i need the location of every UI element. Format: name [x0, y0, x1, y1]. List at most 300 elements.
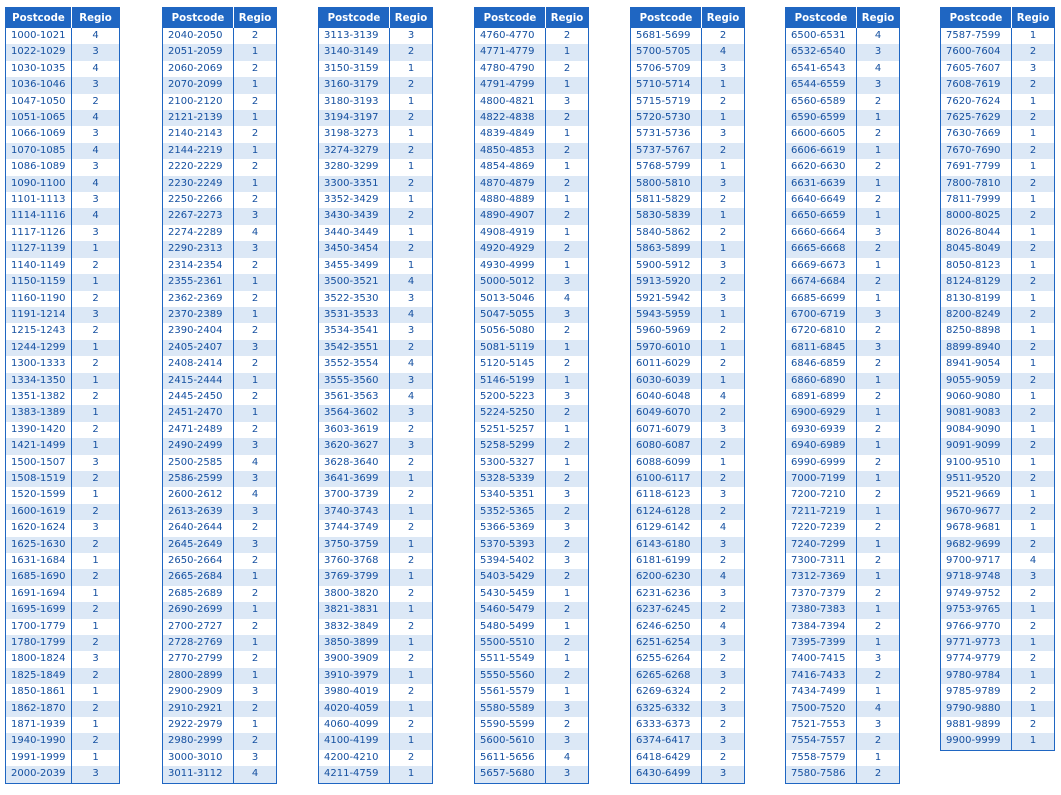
postcode-range-cell: 6532-6540 [786, 44, 857, 60]
table-row [475, 684, 589, 700]
table-row [319, 340, 433, 356]
postcode-range-cell: 1631-1684 [6, 553, 72, 569]
table-row [6, 537, 120, 553]
regio-cell: 3 [719, 423, 727, 435]
table-row [6, 487, 120, 503]
table-row [319, 307, 433, 323]
postcode-range-cell: 1160-1190 [6, 291, 72, 307]
postcode-range-cell: 4870-4879 [475, 176, 546, 192]
postcode-table-7 [940, 7, 1055, 751]
regio-cell: 3 [546, 701, 589, 717]
table-row [941, 405, 1055, 421]
regio-cell: 2 [72, 569, 120, 585]
table-row [941, 602, 1055, 618]
table-row [631, 487, 745, 503]
table-row [475, 28, 589, 44]
postcode-range-cell: 6040-6048 [631, 389, 702, 405]
regio-cell: 3 [857, 77, 900, 93]
table-row [6, 651, 120, 667]
regio-cell: 2 [546, 537, 589, 553]
regio-cell: 1 [390, 701, 433, 717]
regio-cell: 3 [719, 292, 727, 304]
regio-cell: 2 [546, 471, 589, 487]
table-row [475, 586, 589, 602]
postcode-range-cell: 1244-1299 [6, 340, 72, 356]
table-row [319, 553, 433, 569]
postcode-range-cell: 7300-7311 [786, 553, 857, 569]
postcode-range-cell: 1620-1624 [6, 520, 72, 536]
regio-cell: 2 [72, 504, 120, 520]
table-row [941, 504, 1055, 520]
table-row [163, 471, 277, 487]
regio-cell: 1 [390, 635, 433, 651]
table-row [786, 701, 900, 717]
regio-cell: 1 [874, 292, 882, 304]
regio-cell: 2 [563, 719, 571, 731]
table-row [319, 176, 433, 192]
postcode-range-cell: 3140-3149 [319, 44, 390, 60]
postcode-range-cell: 4800-4821 [475, 94, 546, 110]
regio-cell: 2 [874, 128, 882, 140]
postcode-range-cell: 9700-9717 [941, 553, 1012, 569]
postcode-range-cell: 6620-6630 [786, 159, 857, 175]
table-row [786, 126, 900, 142]
postcode-range-cell: 5430-5459 [475, 586, 546, 602]
regio-cell: 2 [72, 733, 120, 749]
table-row [163, 389, 277, 405]
postcode-range-cell: 4060-4099 [319, 717, 390, 733]
postcode-range-cell: 5561-5579 [475, 684, 546, 700]
postcode-range-cell: 6231-6236 [631, 586, 702, 602]
postcode-header: Postcode [475, 8, 546, 29]
regio-cell: 2 [546, 110, 589, 126]
postcode-range-cell: 8000-8025 [941, 208, 1012, 224]
regio-cell: 2 [719, 325, 727, 337]
regio-cell: 2 [1029, 686, 1037, 698]
regio-cell: 2 [857, 668, 900, 684]
table-row [631, 455, 745, 471]
regio-cell: 4 [72, 143, 120, 159]
postcode-range-cell: 7380-7383 [786, 602, 857, 618]
table-row [941, 274, 1055, 290]
postcode-range-cell: 7605-7607 [941, 61, 1012, 77]
table-row [941, 635, 1055, 651]
regio-cell: 2 [407, 653, 415, 665]
postcode-range-cell: 4780-4790 [475, 61, 546, 77]
table-row [475, 520, 589, 536]
regio-cell: 1 [563, 128, 571, 140]
regio-cell: 4 [702, 44, 745, 60]
postcode-range-cell: 6430-6499 [631, 766, 702, 783]
postcode-range-cell: 6143-6180 [631, 537, 702, 553]
table-row [475, 701, 589, 717]
table-row [6, 356, 120, 372]
regio-cell: 1 [1012, 701, 1055, 717]
regio-cell: 3 [251, 751, 259, 763]
table-row [319, 94, 433, 110]
regio-cell: 4 [72, 110, 120, 126]
table-row [6, 274, 120, 290]
postcode-range-cell: 5681-5699 [631, 28, 702, 44]
regio-cell: 1 [857, 373, 900, 389]
regio-cell: 1 [234, 373, 277, 389]
regio-cell: 1 [1029, 456, 1037, 468]
regio-cell: 2 [702, 602, 745, 618]
regio-cell: 2 [92, 390, 99, 402]
table-row [319, 356, 433, 372]
postcode-table-5 [630, 7, 745, 784]
regio-cell: 1 [407, 259, 415, 271]
regio-cell: 1 [702, 307, 745, 323]
table-row [475, 668, 589, 684]
regio-cell: 2 [1012, 471, 1055, 487]
regio-cell: 2 [874, 489, 882, 501]
regio-cell: 2 [1029, 620, 1037, 632]
postcode-range-cell: 3769-3799 [319, 569, 390, 585]
table-row [319, 61, 433, 77]
regio-cell: 2 [407, 686, 415, 698]
postcode-range-cell: 8899-8940 [941, 340, 1012, 356]
regio-cell: 2 [251, 161, 259, 173]
postcode-range-cell: 1191-1214 [6, 307, 72, 323]
table-row [631, 373, 745, 389]
regio-cell: 1 [563, 686, 571, 698]
regio-cell: 1 [92, 719, 99, 731]
regio-cell: 3 [407, 30, 415, 41]
postcode-range-cell: 2390-2404 [163, 323, 234, 339]
table-row [163, 684, 277, 700]
table-row [631, 405, 745, 421]
table-row [475, 717, 589, 733]
regio-cell: 1 [1029, 489, 1037, 501]
table-row [163, 61, 277, 77]
regio-header: Regio [546, 8, 589, 29]
regio-cell: 2 [1029, 653, 1037, 665]
regio-cell: 2 [563, 358, 571, 370]
regio-cell: 1 [390, 471, 433, 487]
regio-cell: 4 [874, 62, 882, 74]
postcode-range-cell: 7434-7499 [786, 684, 857, 700]
regio-cell: 2 [251, 62, 259, 74]
table-row [631, 340, 745, 356]
postcode-range-cell: 3440-3449 [319, 225, 390, 241]
postcode-range-cell: 1390-1420 [6, 422, 72, 438]
regio-cell: 3 [874, 719, 882, 731]
regio-cell: 2 [251, 423, 259, 435]
table-row [941, 340, 1055, 356]
regio-cell: 2 [546, 208, 589, 224]
postcode-range-cell: 2060-2069 [163, 61, 234, 77]
postcode-range-cell: 1421-1499 [6, 438, 72, 454]
postcode-range-cell: 7554-7557 [786, 733, 857, 749]
header-row [319, 8, 433, 29]
table-row [319, 28, 433, 44]
regio-cell: 1 [390, 602, 433, 618]
table-row [631, 258, 745, 274]
regio-cell: 1 [702, 110, 745, 126]
regio-cell: 3 [702, 766, 745, 783]
postcode-range-cell: 3180-3193 [319, 94, 390, 110]
regio-cell: 2 [857, 766, 900, 783]
regio-cell: 2 [390, 143, 433, 159]
regio-cell: 3 [92, 128, 99, 140]
postcode-range-cell: 6891-6899 [786, 389, 857, 405]
table-row [319, 520, 433, 536]
table-row [475, 438, 589, 454]
regio-cell: 2 [1012, 176, 1055, 192]
regio-cell: 3 [92, 161, 99, 173]
postcode-range-cell: 3740-3743 [319, 504, 390, 520]
regio-cell: 1 [1029, 259, 1037, 271]
table-row [319, 684, 433, 700]
regio-cell: 2 [719, 358, 727, 370]
table-row [319, 619, 433, 635]
table-row [941, 176, 1055, 192]
postcode-range-cell: 5000-5012 [475, 274, 546, 290]
regio-cell: 1 [1029, 161, 1037, 173]
postcode-range-cell: 7608-7619 [941, 77, 1012, 93]
table-row [941, 94, 1055, 110]
regio-cell: 2 [874, 620, 882, 632]
regio-cell: 3 [546, 274, 589, 290]
table-row [941, 323, 1055, 339]
table-row [319, 668, 433, 684]
regio-cell: 1 [546, 373, 589, 389]
table-row [475, 274, 589, 290]
regio-cell: 3 [234, 340, 277, 356]
regio-cell: 2 [546, 668, 589, 684]
regio-cell: 3 [857, 307, 900, 323]
postcode-range-cell: 6720-6810 [786, 323, 857, 339]
postcode-range-cell: 2267-2273 [163, 208, 234, 224]
postcode-range-cell: 2355-2361 [163, 274, 234, 290]
postcode-header: Postcode [786, 8, 857, 29]
table-row [786, 176, 900, 192]
table-row [475, 766, 589, 783]
table-row [475, 241, 589, 257]
table-row [786, 389, 900, 405]
regio-cell: 2 [251, 325, 259, 337]
postcode-range-cell: 2250-2266 [163, 192, 234, 208]
regio-cell: 3 [702, 635, 745, 651]
table-row [941, 537, 1055, 553]
table-row [475, 635, 589, 651]
regio-cell: 2 [874, 358, 882, 370]
table-row [786, 504, 900, 520]
table-row [631, 159, 745, 175]
postcode-range-cell: 1300-1333 [6, 356, 72, 372]
table-row [786, 766, 900, 783]
regio-header: Regio [72, 8, 120, 29]
table-row [6, 340, 120, 356]
postcode-range-cell: 6940-6989 [786, 438, 857, 454]
postcode-range-cell: 6640-6649 [786, 192, 857, 208]
table-row [6, 61, 120, 77]
regio-cell: 2 [546, 405, 589, 421]
table-row [6, 684, 120, 700]
postcode-range-cell: 6418-6429 [631, 750, 702, 766]
table-row [941, 44, 1055, 60]
table-row [786, 586, 900, 602]
postcode-range-cell: 3800-3820 [319, 586, 390, 602]
regio-cell: 3 [72, 77, 120, 93]
regio-cell: 1 [563, 161, 571, 173]
table-row [941, 651, 1055, 667]
regio-cell: 1 [92, 620, 99, 632]
table-row [475, 110, 589, 126]
regio-cell: 1 [72, 241, 120, 257]
table-row [6, 455, 120, 471]
postcode-range-cell: 8200-8249 [941, 307, 1012, 323]
postcode-range-cell: 5720-5730 [631, 110, 702, 126]
postcode-range-cell: 6500-6531 [786, 28, 857, 44]
table-row [631, 77, 745, 93]
postcode-range-cell: 5830-5839 [631, 208, 702, 224]
postcode-range-cell: 1940-1990 [6, 733, 72, 749]
postcode-range-cell: 9753-9765 [941, 602, 1012, 618]
regio-cell: 3 [702, 733, 745, 749]
postcode-range-cell: 8130-8199 [941, 291, 1012, 307]
table-row [631, 438, 745, 454]
table-row [631, 504, 745, 520]
postcode-range-cell: 5511-5549 [475, 651, 546, 667]
regio-cell: 1 [234, 274, 277, 290]
regio-cell: 2 [874, 456, 882, 468]
regio-cell: 1 [92, 686, 99, 698]
regio-cell: 1 [857, 471, 900, 487]
table-row [941, 487, 1055, 503]
table-row [631, 537, 745, 553]
regio-cell: 4 [563, 751, 571, 763]
regio-cell: 1 [1012, 635, 1055, 651]
regio-cell: 4 [407, 390, 415, 402]
postcode-range-cell: 9100-9510 [941, 455, 1012, 471]
postcode-range-cell: 2640-2644 [163, 520, 234, 536]
regio-cell: 4 [390, 274, 433, 290]
regio-cell: 1 [234, 143, 277, 159]
regio-cell: 3 [234, 438, 277, 454]
postcode-range-cell: 7600-7604 [941, 44, 1012, 60]
postcode-range-cell: 6071-6079 [631, 422, 702, 438]
table-row [6, 389, 120, 405]
postcode-range-cell: 4100-4199 [319, 733, 390, 749]
table-row [941, 143, 1055, 159]
table-row [631, 619, 745, 635]
table-row [6, 701, 120, 717]
regio-cell: 4 [857, 701, 900, 717]
table-row [319, 487, 433, 503]
table-row [941, 356, 1055, 372]
regio-cell: 1 [857, 504, 900, 520]
table-row [163, 44, 277, 60]
table-row [163, 438, 277, 454]
regio-cell: 1 [390, 537, 433, 553]
postcode-range-cell: 3750-3759 [319, 537, 390, 553]
regio-cell: 2 [251, 390, 259, 402]
postcode-range-cell: 2230-2249 [163, 176, 234, 192]
postcode-range-cell: 1691-1694 [6, 586, 72, 602]
postcode-range-cell: 7000-7199 [786, 471, 857, 487]
regio-cell: 3 [234, 504, 277, 520]
table-row [786, 684, 900, 700]
postcode-range-cell: 7620-7624 [941, 94, 1012, 110]
table-row [475, 143, 589, 159]
regio-cell: 2 [874, 423, 882, 435]
table-row [631, 684, 745, 700]
regio-cell: 2 [1029, 719, 1037, 731]
table-row [6, 717, 120, 733]
table-row [631, 225, 745, 241]
postcode-range-cell: 3980-4019 [319, 684, 390, 700]
postcode-range-cell: 5403-5429 [475, 569, 546, 585]
regio-cell: 2 [563, 325, 571, 337]
table-row [631, 701, 745, 717]
regio-cell: 3 [72, 766, 120, 783]
postcode-range-cell: 1000-1021 [6, 28, 72, 44]
table-row [786, 143, 900, 159]
table-row [631, 208, 745, 224]
table-row [475, 487, 589, 503]
postcode-range-cell: 2980-2999 [163, 733, 234, 749]
table-row [319, 389, 433, 405]
regio-cell: 1 [72, 373, 120, 389]
table-row [786, 455, 900, 471]
regio-cell: 1 [546, 340, 589, 356]
postcode-range-cell: 1114-1116 [6, 208, 72, 224]
table-row [941, 586, 1055, 602]
table-row [163, 733, 277, 749]
postcode-range-cell: 2922-2979 [163, 717, 234, 733]
regio-cell: 3 [857, 44, 900, 60]
postcode-range-cell: 6049-6070 [631, 405, 702, 421]
regio-cell: 2 [390, 176, 433, 192]
regio-cell: 2 [874, 390, 882, 402]
postcode-range-cell: 1695-1699 [6, 602, 72, 618]
regio-cell: 1 [1029, 292, 1037, 304]
regio-cell: 1 [563, 194, 571, 206]
table-row [786, 77, 900, 93]
postcode-range-cell: 5900-5912 [631, 258, 702, 274]
table-row [6, 504, 120, 520]
table-row [475, 176, 589, 192]
regio-cell: 2 [1012, 438, 1055, 454]
postcode-range-cell: 2070-2099 [163, 77, 234, 93]
postcode-range-cell: 2274-2289 [163, 225, 234, 241]
table-row [631, 110, 745, 126]
table-row [786, 717, 900, 733]
postcode-range-cell: 5731-5736 [631, 126, 702, 142]
postcode-range-cell: 1850-1861 [6, 684, 72, 700]
table-row [786, 291, 900, 307]
regio-cell: 2 [407, 456, 415, 468]
postcode-range-cell: 1047-1050 [6, 94, 72, 110]
table-row [475, 77, 589, 93]
postcode-range-cell: 6200-6230 [631, 569, 702, 585]
regio-cell: 2 [390, 340, 433, 356]
postcode-range-cell: 4200-4210 [319, 750, 390, 766]
regio-cell: 2 [719, 653, 727, 665]
table-row [6, 422, 120, 438]
regio-cell: 4 [72, 176, 120, 192]
table-row [6, 733, 120, 749]
regio-cell: 3 [857, 340, 900, 356]
postcode-range-cell: 2408-2414 [163, 356, 234, 372]
regio-cell: 1 [72, 405, 120, 421]
postcode-range-cell: 2700-2727 [163, 619, 234, 635]
postcode-range-cell: 6650-6659 [786, 208, 857, 224]
postcode-range-cell: 8250-8898 [941, 323, 1012, 339]
postcode-range-cell: 6030-6039 [631, 373, 702, 389]
